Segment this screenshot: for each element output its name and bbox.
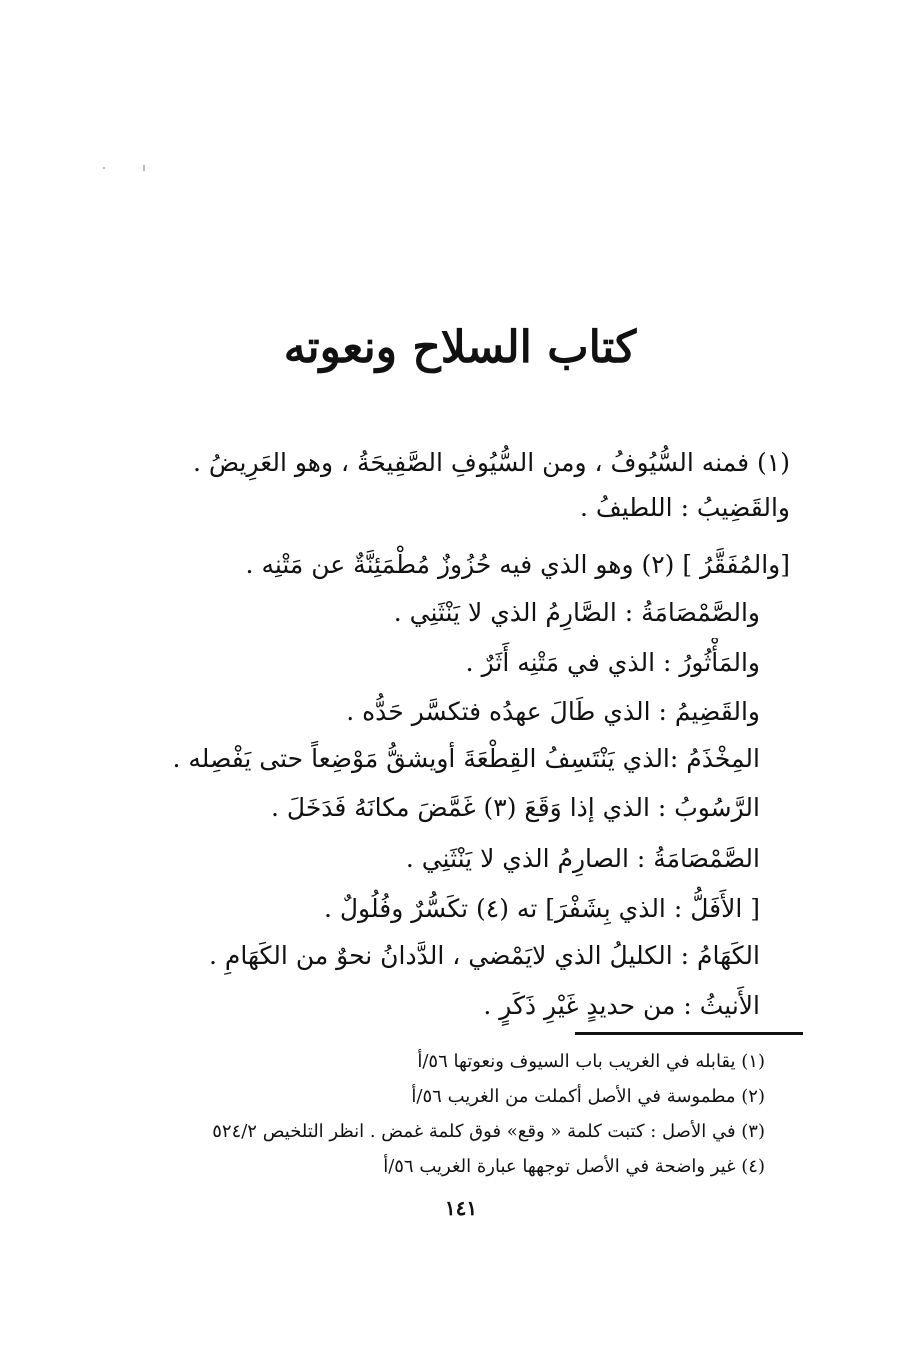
footnote: (٤) غير واضحة في الأصل توجهها عبارة الغريب ٥٦/أ bbox=[383, 1156, 765, 1177]
text-line: [والمُفَقَّرُ ] (٢) وهو الذي فيه حُزُوزٌ مُطْمَئِنَّةٌ عن مَتْنِه . bbox=[245, 550, 790, 579]
footnote-separator bbox=[575, 1032, 803, 1035]
text-line: والمَأْثُورُ : الذي في مَتْنِه أَثَرٌ . bbox=[465, 648, 760, 677]
text-line: (١) فمنه السُّيُوفُ ، ومن السُّيُوفِ الصَّفِيحَةُ ، وهو العَرِيضُ . bbox=[193, 448, 790, 477]
footnote: (٢) مطموسة في الأصل أكملت من الغريب ٥٦/أ bbox=[411, 1086, 765, 1107]
scan-speck bbox=[103, 167, 105, 169]
page-number: ١٤١ bbox=[444, 1196, 478, 1220]
text-line: الصَّمْصَامَةُ : الصارِمُ الذي لا يَنْثَنِي . bbox=[405, 844, 760, 873]
text-line: والقَضِيبُ : اللطيفُ . bbox=[579, 493, 790, 522]
text-line: والقَضِيمُ : الذي طَالَ عهدُه فتكسَّر حَدُّه . bbox=[346, 697, 760, 726]
footnote: (١) يقابله في الغريب باب السيوف ونعوتها ٥٦/أ bbox=[417, 1051, 765, 1072]
chapter-title: كتاب السلاح ونعوته bbox=[283, 322, 637, 373]
text-line: المِخْذَمُ :الذي يَنْتَسِفُ القِطْعَةَ أويشقُّ مَوْضِعاً حتى يَفْصِله . bbox=[172, 744, 760, 773]
text-line: الكَهَامُ : الكليلُ الذي لايَمْضي ، الدَّدانُ نحوٌ من الكَهَامِ . bbox=[208, 941, 760, 970]
text-line: والصَّمْصَامَةُ : الصَّارِمُ الذي لا يَنْثَنِي . bbox=[393, 598, 760, 627]
text-line: [ الأَفَلُّ : الذي بِشَفْرَ] ته (٤) تكَسُّرٌ وفُلُولٌ . bbox=[324, 894, 760, 923]
text-line: الأَنيثُ : من حديدٍ غَيْرِ ذَكَرٍ . bbox=[483, 991, 760, 1020]
footnote: (٣) في الأصل : كتبت كلمة « وقع» فوق كلمة غمض . انظر التلخيص ٥٢٤/٢ bbox=[212, 1121, 765, 1142]
scan-speck bbox=[143, 165, 145, 171]
text-line: الرَّسُوبُ : الذي إذا وَقَعَ (٣) غَمَّضَ مكانَهُ فَدَخَلَ . bbox=[271, 793, 760, 822]
